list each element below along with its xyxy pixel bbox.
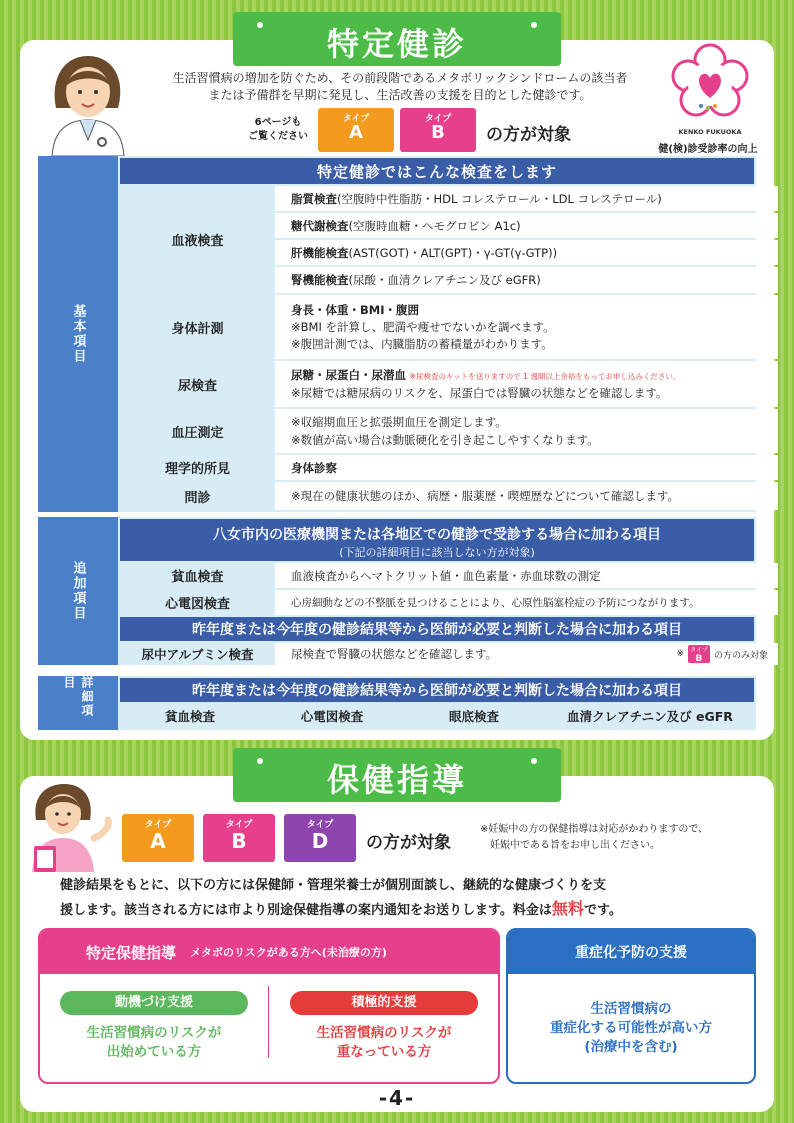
body-text: 援します。該当される方には市より別途保健指導の案内通知をお送りします。料金は — [60, 903, 552, 918]
additional-header1-text: 八女市内の医療機関または各地区での健診で受診する場合に加わる項目 — [213, 527, 661, 543]
hoken-target-text: の方が対象 — [366, 833, 451, 853]
pregnancy-note-line: 妊娠中である旨をお申し出ください。 — [490, 840, 660, 851]
basic-header-text: 特定健診ではこんな検査をします — [316, 162, 557, 181]
page-number: -4- — [378, 1086, 416, 1110]
albumin-content — [275, 643, 778, 665]
anemia-label: 貧血検査 — [171, 570, 224, 585]
bp-label: 血圧測定 — [171, 425, 224, 441]
intro-line: 生活習慣病の増加を防ぐため、その前段階であるメタボリックシンドロームの該当者 — [172, 71, 628, 85]
severe-box — [506, 928, 756, 1084]
motivation-text — [50, 1024, 258, 1062]
target-text: の方が対象 — [486, 125, 571, 145]
pregnancy-note — [480, 822, 708, 854]
hoken-type-d-chip — [284, 814, 356, 862]
item-text: (空腹時血糖・ヘモグロビン A1c) — [348, 218, 521, 233]
albumin-label: 尿中アルブミン検査 — [141, 647, 254, 662]
active-text — [280, 1024, 488, 1062]
albumin-note — [676, 645, 768, 663]
interview-content: ※現在の健康状態のほか、病歴・服薬歴・喫煙歴などについて確認します。 — [275, 482, 778, 510]
hoken-type-a-chip — [122, 814, 194, 862]
body-note: ※腹囲計測では、内臓脂肪の蓄積量がわかります。 — [291, 336, 553, 351]
item-bold: 肝機能検査 — [291, 245, 349, 260]
tokutei-guidance-subtitle: メタボのリスクがある方へ(未治療の方) — [190, 946, 387, 959]
motivation-pill: 動機づけ支援 — [60, 991, 248, 1015]
type-label: タイプ — [144, 820, 172, 830]
blood-label: 血液検査 — [171, 234, 224, 249]
type-label: タイプ — [306, 820, 334, 830]
hoken-body-line — [60, 897, 750, 922]
albumin-text: 尿検査で腎臓の状態などを確認します。 — [291, 647, 498, 661]
page-ref-line: 6ページも — [254, 117, 302, 128]
body-content — [275, 295, 778, 359]
hoken-banner — [233, 748, 561, 802]
bp-content — [275, 409, 778, 453]
page-reference — [248, 116, 308, 144]
type-letter: D — [311, 829, 329, 853]
detail-item: 貧血検査 — [164, 709, 215, 724]
type-letter: A — [150, 829, 166, 853]
hoken-body-line: 健診結果をもとに、以下の方には保健師・管理栄養士が個別面談し、継続的な健康づくりを支 — [60, 878, 607, 893]
blood-item — [275, 267, 778, 293]
detail-header — [120, 678, 754, 702]
item-text: (AST(GOT)・ALT(GPT)・γ-GT(γ-GTP)) — [348, 245, 558, 260]
detail-header-text: 昨年度または今年度の健診結果等から医師が必要と判断した場合に加わる項目 — [192, 683, 682, 699]
type-label: タイプ — [690, 647, 708, 654]
additional-header1 — [120, 519, 754, 561]
type-b-chip — [400, 108, 476, 152]
urine-red-note: ※尿検査のキットを送りますので 1 週間以上余裕をもってお申し込みください。 — [409, 371, 681, 381]
basic-header — [120, 158, 754, 184]
tokutei-intro — [140, 70, 660, 104]
item-bold: 糖代謝検査 — [291, 218, 349, 233]
albumin-note-suffix: の方のみ対象 — [713, 650, 768, 661]
type-letter: B — [431, 122, 445, 143]
item-text: (尿酸・血清クレアチニン及び eGFR) — [348, 273, 541, 287]
body-bold: 身長・体重・BMI・腹囲 — [291, 302, 419, 317]
bp-note: ※収縮期血圧と拡張期血圧を測定します。 — [291, 415, 507, 429]
severe-header — [508, 930, 754, 974]
free-label: 無料 — [551, 899, 584, 918]
additional-side-label: 追加項目 — [38, 517, 118, 665]
active-pill: 積極的支援 — [290, 991, 478, 1015]
severe-line: 重症化する可能性が高い方 — [550, 1020, 712, 1036]
albumin-note-prefix: ※ — [676, 649, 684, 659]
page-ref-line: ご覧ください — [248, 131, 308, 142]
interview-label: 問診 — [184, 490, 211, 506]
additional-header2 — [120, 617, 754, 641]
nurse-illustration — [24, 780, 114, 872]
motivation-line: 生活習慣病のリスクが — [86, 1025, 222, 1041]
hoken-title: 保健指導 — [326, 761, 467, 799]
basic-side-label: 基本項目 — [38, 156, 118, 512]
blood-item — [275, 186, 778, 211]
type-label: タイプ — [342, 114, 370, 124]
severe-line: (治療中を含む) — [584, 1039, 678, 1055]
tokutei-guidance-title: 特定保健指導 — [86, 943, 177, 962]
severe-title: 重症化予防の支援 — [575, 945, 687, 961]
phys-content: 身体診察 — [275, 455, 778, 480]
tokutei-banner — [233, 12, 561, 66]
item-bold: 脂質検査 — [291, 191, 337, 206]
urine-bold: 尿糖・尿蛋白・尿潜血 — [291, 367, 406, 382]
urine-first-line — [291, 367, 680, 385]
blood-item — [275, 240, 778, 265]
body-note: ※BMI を計算し、肥満や痩せでないかを調べます。 — [291, 319, 555, 334]
ecg-content: 心房細動などの不整脈を見つけることにより、心原性脳塞栓症の予防につながります。 — [275, 590, 778, 615]
tokutei-guidance-header — [40, 930, 498, 974]
kenko-fukuoka-logo — [668, 42, 752, 126]
ecg-label: 心電図検査 — [164, 597, 230, 612]
body-label: 身体計測 — [171, 321, 224, 337]
item-bold: 腎機能検査 — [291, 273, 349, 287]
type-letter: B — [695, 654, 703, 664]
guidance-divider — [268, 986, 269, 1058]
type-label: タイプ — [424, 114, 452, 124]
bp-note: ※数値が高い場合は動脈硬化を引き起こしやすくなります。 — [291, 433, 599, 447]
urine-note: ※尿糖では糖尿病のリスクを、尿蛋白では腎臓の状態などを確認します。 — [291, 385, 668, 400]
doctor-illustration — [46, 48, 130, 156]
motivation-line: 出始めている方 — [106, 1044, 202, 1060]
active-line: 生活習慣病のリスクが — [316, 1025, 452, 1041]
item-text: (空腹時中性脂肪・HDL コレステロール・LDL コレステロール) — [337, 191, 662, 206]
tokutei-title: 特定健診 — [326, 25, 467, 63]
albumin-type-b-chip — [688, 645, 710, 663]
detail-item: 心電図検査 — [300, 709, 364, 724]
additional-header2-text: 昨年度または今年度の健診結果等から医師が必要と判断した場合に加わる項目 — [192, 622, 682, 638]
type-letter: B — [231, 829, 247, 853]
type-a-chip — [318, 108, 394, 152]
body-text: です。 — [583, 903, 622, 918]
hoken-body — [60, 874, 750, 922]
blood-item — [275, 213, 778, 238]
detail-item: 眼底検査 — [448, 709, 499, 724]
type-label: タイプ — [225, 820, 253, 830]
additional-header1-sub: (下記の詳細項目に該当しない方が対象) — [339, 546, 535, 559]
pregnancy-note-line: ※妊娠中の方の保健指導は対応がかわりますので、 — [480, 824, 709, 835]
detail-side-label: 詳細項目 — [38, 676, 118, 730]
urine-label: 尿検査 — [177, 378, 217, 394]
logo-text: KENKO FUKUOKA — [678, 128, 742, 136]
severe-text — [508, 1000, 754, 1057]
phys-label: 理学的所見 — [164, 462, 230, 477]
active-line: 重なっている方 — [336, 1044, 432, 1060]
hoken-type-b-chip — [203, 814, 275, 862]
anemia-content: 血液検査からヘマトクリット値・血色素量・赤血球数の測定 — [275, 563, 778, 588]
logo-caption: 健(検)診受診率の向上 — [658, 144, 758, 155]
intro-line: または予備群を早期に発見し、生活改善の支援を目的とした健診です。 — [208, 88, 592, 102]
detail-item: 血清クレアチニン及び eGFR — [567, 709, 733, 724]
severe-line: 生活習慣病の — [590, 1001, 672, 1017]
type-letter: A — [349, 122, 363, 143]
urine-content — [275, 361, 778, 407]
